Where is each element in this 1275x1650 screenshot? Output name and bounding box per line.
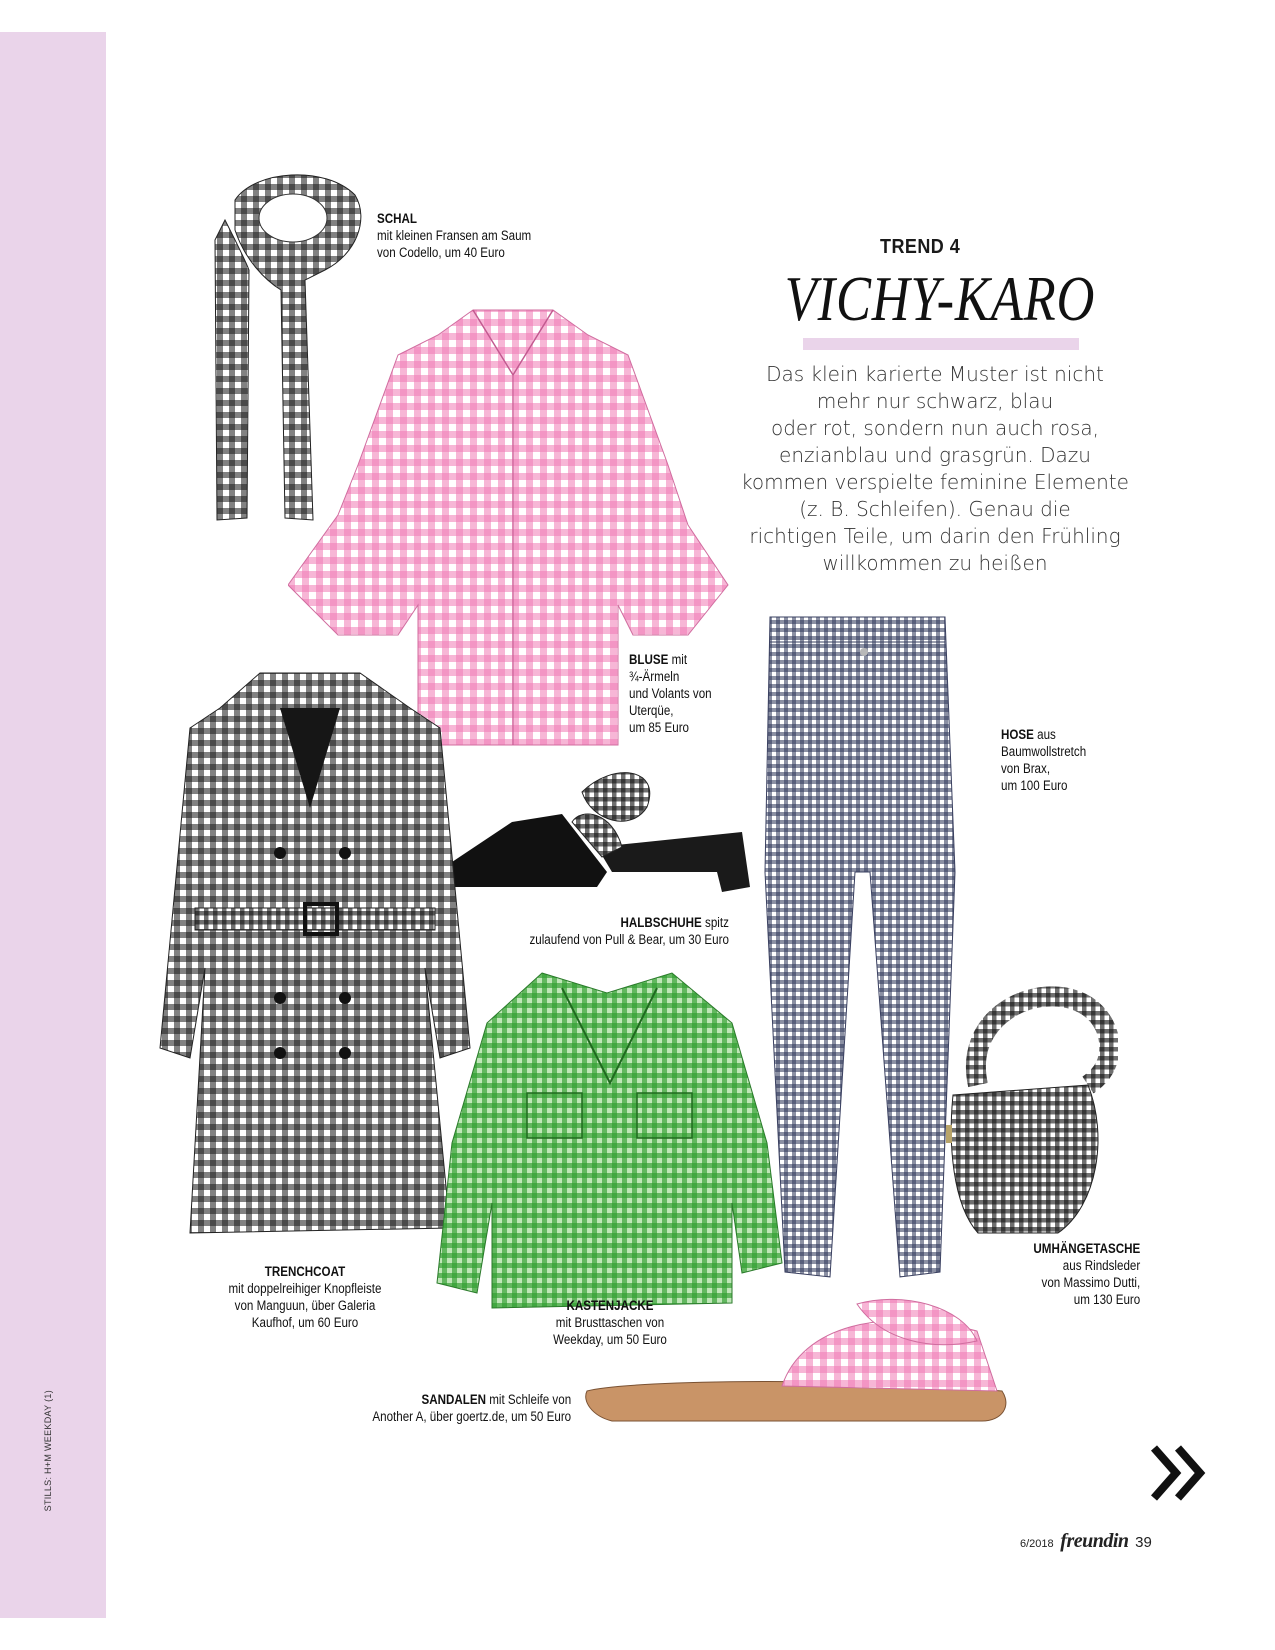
caption-hose-name: HOSE: [1001, 727, 1034, 742]
caption-halbschuhe-name: HALBSCHUHE: [620, 915, 702, 930]
caption-bluse-name: BLUSE: [629, 652, 669, 667]
trend-title: VICHY-KARO: [784, 263, 1096, 334]
caption-hose: HOSE aus Baumwollstretch von Brax, um 100 Euro: [1001, 727, 1087, 793]
caption-trenchcoat-name: TRENCHCOAT: [264, 1264, 346, 1279]
title-rule: [803, 338, 1079, 350]
shoulder-bag-image: [938, 975, 1118, 1240]
intro-text: Das klein karierte Muster ist nicht mehr nur schwarz, blau oder rot, sondern nun auch rosa, enzianblau und grasgrün. Dazu kommen verspielte feminine Elemente (z. B. Schleifen). Genau die richtigen Teile, um darin den Frühling willkommen zu heißen: [741, 362, 1129, 575]
trend-kicker: TREND 4: [880, 236, 961, 258]
page-footer: [1020, 1530, 1152, 1553]
pink-sandal-image: [582, 1296, 1022, 1436]
trenchcoat-image: [150, 668, 475, 1243]
caption-schal: SCHAL mit kleinen Fransen am Saum von Codello, um 40 Euro: [377, 211, 532, 260]
photo-credit: STILLS: H+M WEEKDAY (1): [43, 1390, 53, 1512]
navy-trousers-image: [760, 612, 960, 1282]
caption-sandalen: SANDALEN mit Schleife von Another A, über goertz.de, um 50 Euro: [372, 1392, 571, 1424]
green-jacket-image: [432, 963, 784, 1323]
brand-logo: freundin: [1060, 1530, 1129, 1552]
page-number: 39: [1135, 1534, 1152, 1551]
caption-trenchcoat: TRENCHCOAT mit doppelreihiger Knopfleiste von Manguun, über Galeria Kaufhof, um 60 Euro: [228, 1264, 382, 1330]
caption-kastenjacke: KASTENJACKE mit Brusttaschen von Weekday, um 50 Euro: [553, 1298, 667, 1347]
next-page-arrow-icon[interactable]: [1150, 1442, 1212, 1504]
caption-kastenjacke-name: KASTENJACKE: [566, 1298, 654, 1313]
caption-umhaengetasche-name: UMHÄNGETASCHE: [1033, 1241, 1140, 1256]
caption-schal-name: SCHAL: [377, 211, 417, 226]
black-flats-image: [432, 752, 752, 902]
caption-umhaengetasche: UMHÄNGETASCHE aus Rindsleder von Massimo Dutti, um 130 Euro: [1033, 1241, 1140, 1307]
caption-bluse: BLUSE mit ¾-Ärmeln und Volants von Uterqüe, um 85 Euro: [629, 652, 712, 735]
issue-number: 6/2018: [1020, 1538, 1054, 1550]
caption-sandalen-name: SANDALEN: [421, 1392, 486, 1407]
caption-halbschuhe: HALBSCHUHE spitz zulaufend von Pull & Bear, um 30 Euro: [529, 915, 729, 947]
side-color-strip: [0, 32, 106, 1618]
